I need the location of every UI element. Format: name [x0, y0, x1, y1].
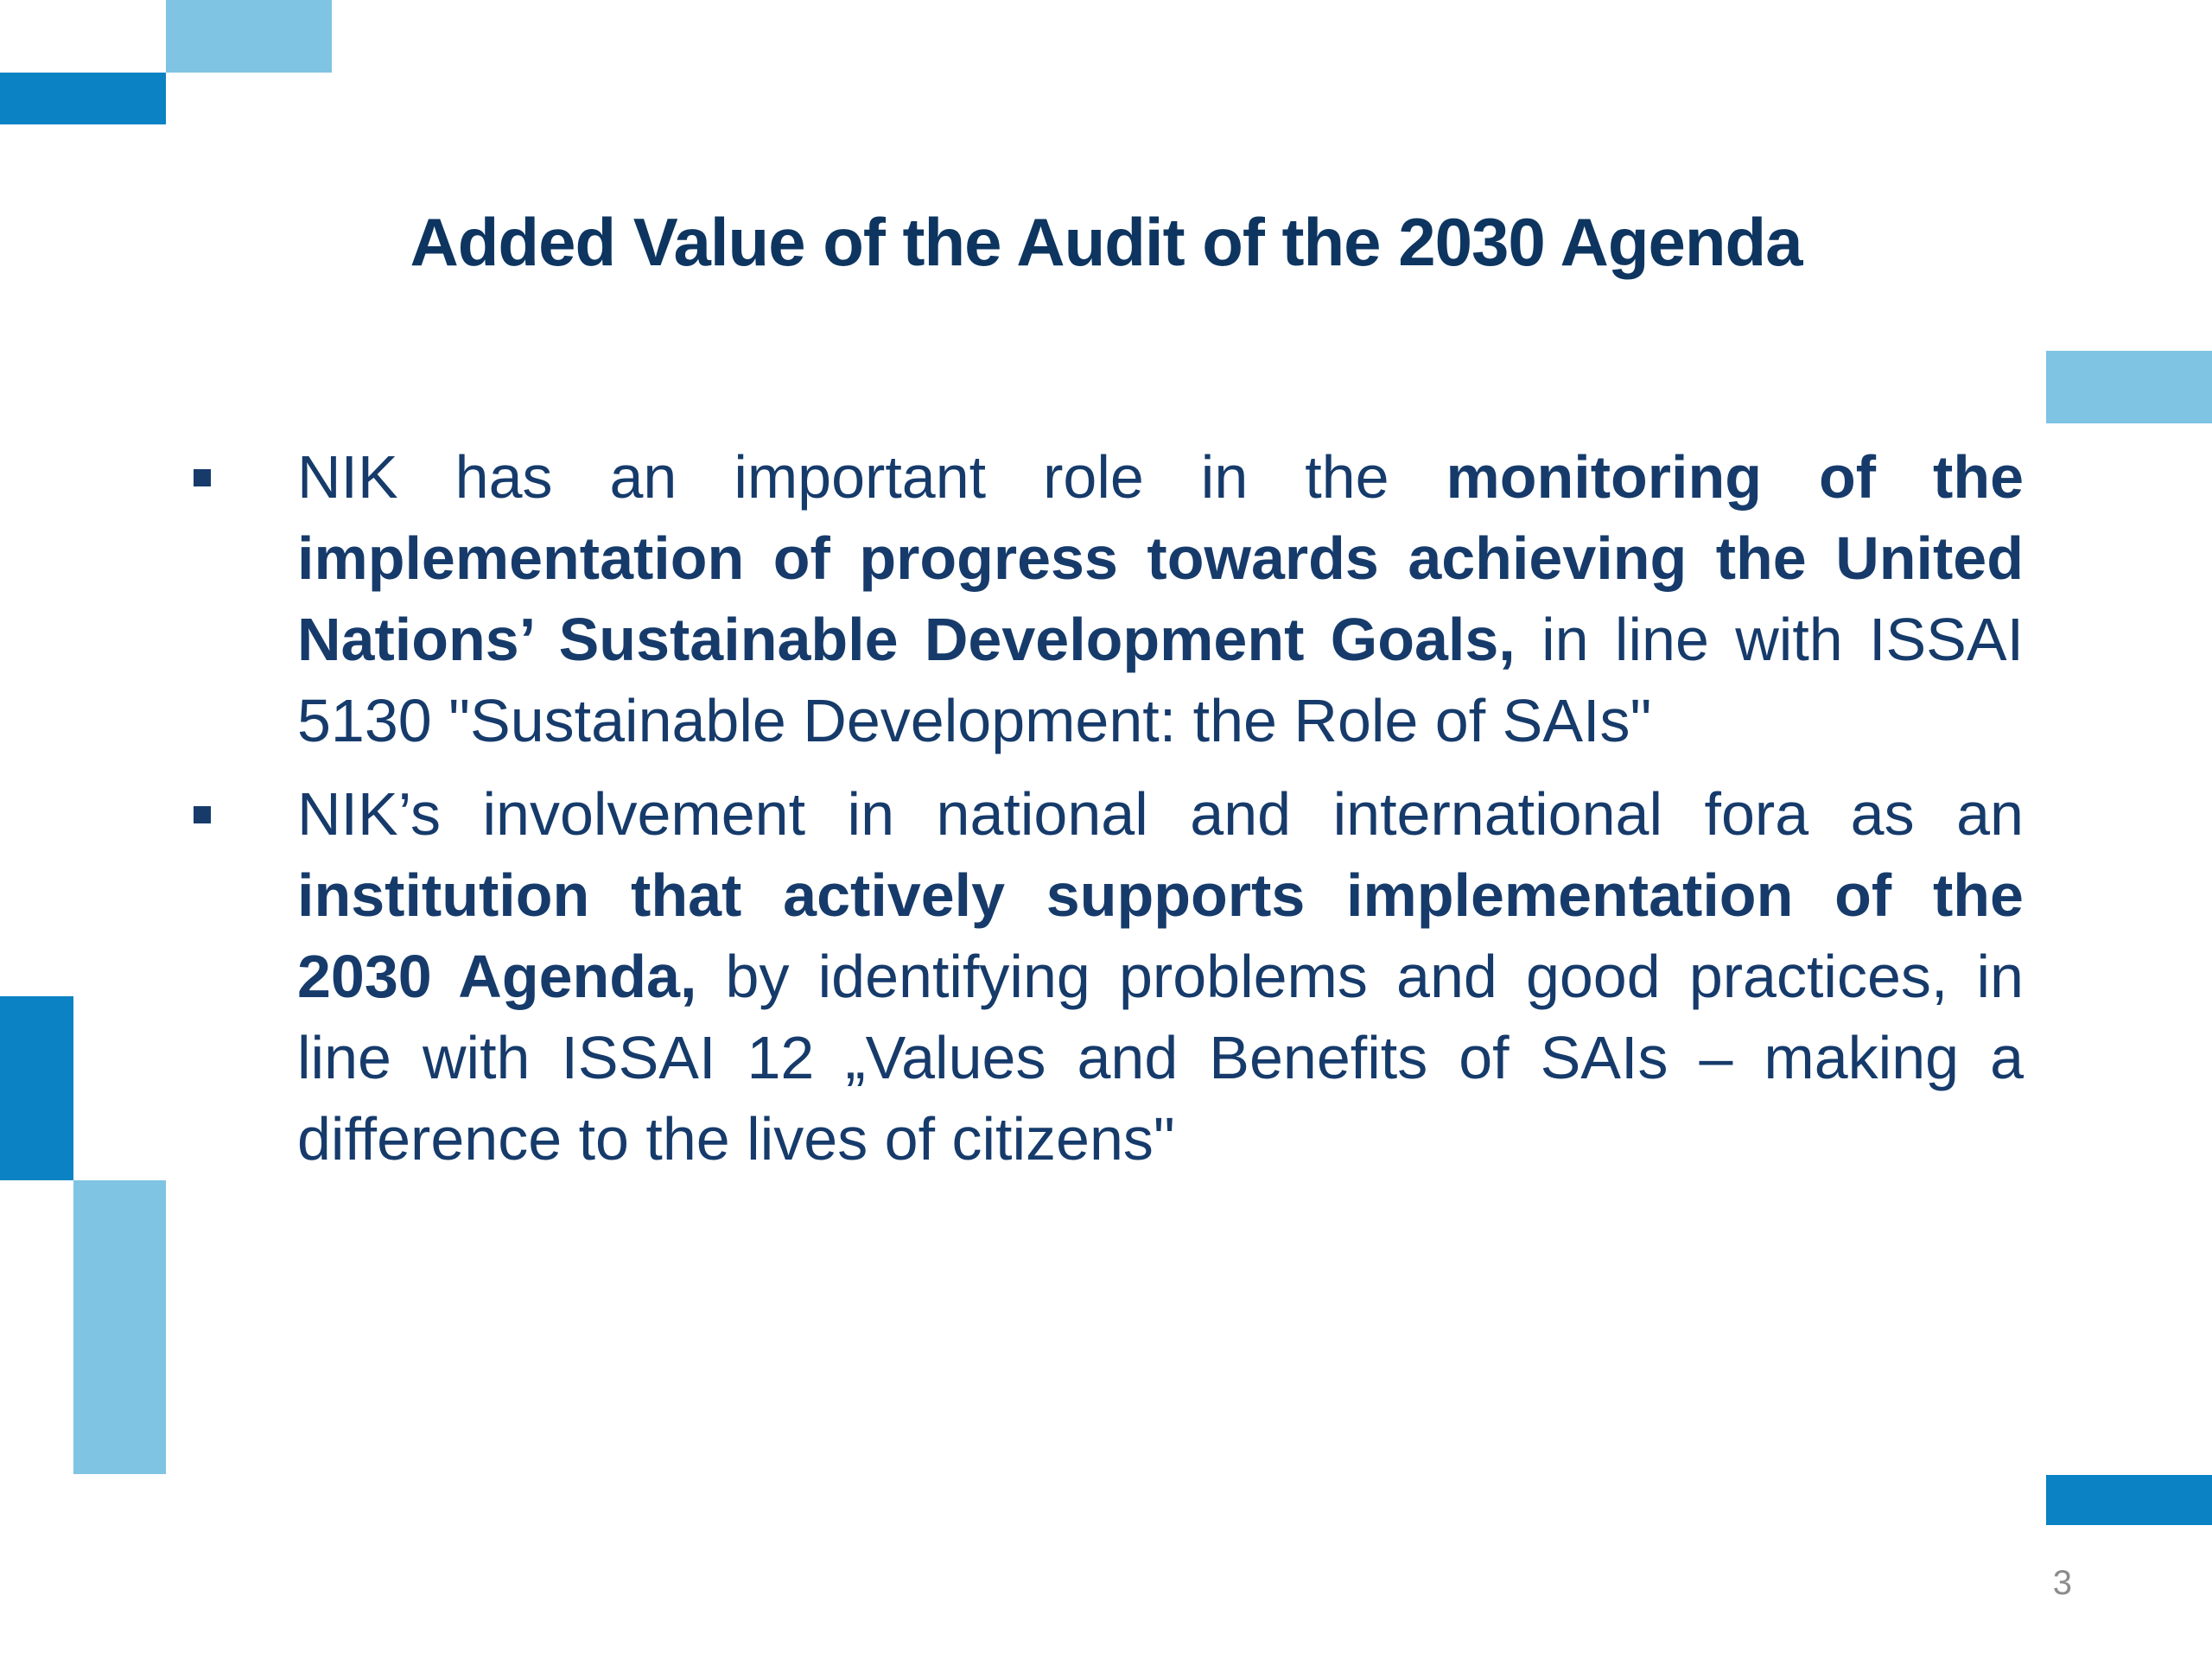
bullet-text — [297, 773, 2024, 1179]
bullet-item-1 — [297, 436, 2024, 761]
side-block-left-light — [73, 1180, 166, 1474]
text-segment: by identifying problems and good practices, in line with ISSAI 12 „Values and Benefits of SAIs – making a difference to the lives of citizens" — [297, 943, 2024, 1173]
square-bullet-icon — [194, 469, 211, 486]
side-block-right-light — [2046, 351, 2212, 423]
corner-block-bottom-right-dark — [2046, 1475, 2212, 1525]
corner-block-top-light — [166, 0, 332, 73]
text-segment: NIK has an important role in the — [297, 443, 1446, 511]
text-segment: NIK’s involvement in national and international fora as an — [297, 780, 2024, 848]
text-segment-bold: institution that actively supports implementation of the 2030 Agenda, — [297, 861, 2024, 1010]
corner-block-top-dark — [0, 73, 166, 124]
text-segment-bold: monitoring of the implementation of progress towards achieving the United Nations’ Sustainable Development Goals, — [297, 443, 2024, 673]
text-segment: in line with ISSAI 5130 "Sustainable Development: the Role of SAIs" — [297, 606, 2024, 754]
square-bullet-icon — [194, 806, 211, 823]
bullet-text — [297, 436, 2024, 761]
bullet-item-2 — [297, 773, 2024, 1179]
bullet-list — [297, 436, 2024, 1192]
page-number: 3 — [2052, 1564, 2072, 1602]
side-block-left-dark — [0, 996, 73, 1180]
slide-title: Added Value of the Audit of the 2030 Agenda — [410, 204, 1802, 280]
